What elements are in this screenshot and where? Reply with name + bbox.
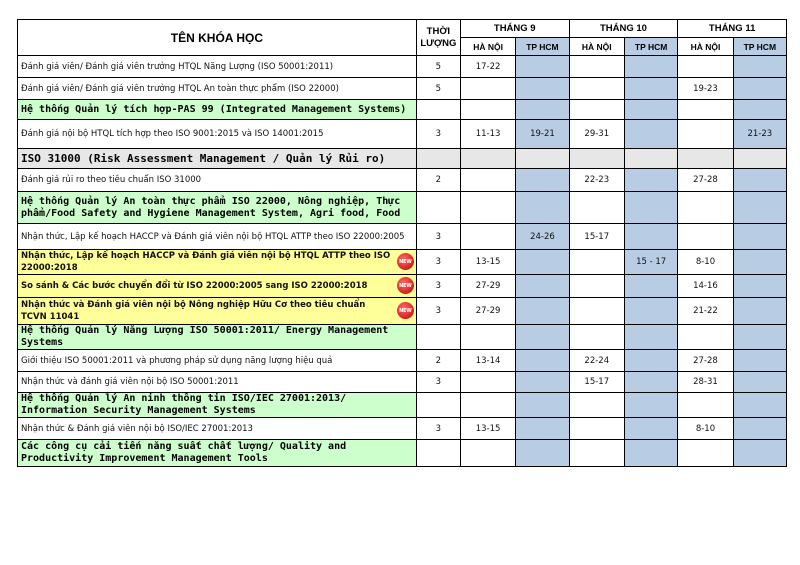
date-cell-hanoi — [678, 325, 733, 350]
date-cell-hcm — [516, 418, 569, 440]
date-cell-hanoi — [569, 192, 624, 224]
date-cell-hanoi — [460, 440, 515, 467]
new-badge-icon: NEW — [397, 277, 414, 294]
duration-header: THỜI LƯỢNG — [416, 20, 460, 56]
section-title: Hệ thống Quản lý An toàn thực phẩm ISO 22000, Nông nghiệp, Thực phẩm/Food Safety and Hygiene Management System, Agri food, Food — [18, 192, 417, 224]
course-name: Giới thiệu ISO 50001:2011 và phương pháp sử dụng năng lượng hiệu quả — [18, 350, 417, 372]
city-header-hcm: TP HCM — [733, 38, 786, 56]
course-name: Nhận thức và Đánh giá viên nội bộ Nông nghiệp Hữu Cơ theo tiêu chuẩn TCVN 11041 NEW — [18, 298, 417, 325]
date-cell-hcm: 21-23 — [733, 120, 786, 149]
new-badge-icon: NEW — [397, 302, 414, 319]
date-cell-hcm — [516, 169, 569, 192]
date-cell-hanoi: 13-15 — [460, 250, 515, 275]
course-name: Nhận thức, Lập kế hoạch HACCP và Đánh giá viên nội bộ HTQL ATTP theo ISO 22000:2018 NEW — [18, 250, 417, 275]
course-row — [18, 169, 787, 192]
date-cell-hanoi — [569, 298, 624, 325]
date-cell-hcm — [733, 275, 786, 298]
date-cell-hcm — [624, 169, 677, 192]
course-name: Đánh giá viên/ Đánh giá viên trưởng HTQL Năng Lượng (ISO 50001:2011) — [18, 56, 417, 78]
course-name: Nhận thức và đánh giá viên nội bộ ISO 50001:2011 — [18, 372, 417, 393]
city-header-hcm: TP HCM — [516, 38, 569, 56]
date-cell-hanoi — [569, 78, 624, 100]
date-cell-hanoi: 22-24 — [569, 350, 624, 372]
course-row — [18, 275, 787, 298]
date-cell-hcm — [624, 350, 677, 372]
duration-cell — [416, 149, 460, 169]
date-cell-hcm — [733, 418, 786, 440]
duration-cell: 3 — [416, 275, 460, 298]
course-name: So sánh & Các bước chuyển đổi từ ISO 22000:2005 sang ISO 22000:2018 NEW — [18, 275, 417, 298]
date-cell-hanoi: 15-17 — [569, 372, 624, 393]
course-row — [18, 418, 787, 440]
date-cell-hanoi — [460, 224, 515, 250]
date-cell-hcm — [624, 275, 677, 298]
section-row — [18, 100, 787, 120]
course-row — [18, 120, 787, 149]
date-cell-hcm — [624, 418, 677, 440]
date-cell-hcm — [624, 149, 677, 169]
date-cell-hcm: 19-21 — [516, 120, 569, 149]
date-cell-hcm — [733, 372, 786, 393]
course-row — [18, 298, 787, 325]
date-cell-hanoi: 14-16 — [678, 275, 733, 298]
duration-cell: 3 — [416, 372, 460, 393]
date-cell-hanoi — [460, 372, 515, 393]
date-cell-hanoi — [460, 149, 515, 169]
date-cell-hanoi: 27-28 — [678, 169, 733, 192]
date-cell-hcm — [516, 78, 569, 100]
date-cell-hanoi: 13-14 — [460, 350, 515, 372]
date-cell-hanoi — [678, 149, 733, 169]
course-row — [18, 372, 787, 393]
date-cell-hanoi — [569, 149, 624, 169]
course-name: Đánh giá nội bộ HTQL tích hợp theo ISO 9001:2015 và ISO 14001:2015 — [18, 120, 417, 149]
date-cell-hanoi: 19-23 — [678, 78, 733, 100]
date-cell-hcm — [624, 325, 677, 350]
course-row — [18, 56, 787, 78]
city-header-hanoi: HÀ NỘI — [569, 38, 624, 56]
date-cell-hcm — [516, 440, 569, 467]
date-cell-hcm — [624, 78, 677, 100]
course-name: Nhận thức, Lập kế hoạch HACCP và Đánh giá viên nội bộ HTQL ATTP theo ISO 22000:2005 — [18, 224, 417, 250]
date-cell-hanoi: 11-13 — [460, 120, 515, 149]
date-cell-hcm — [624, 298, 677, 325]
date-cell-hanoi — [460, 78, 515, 100]
date-cell-hcm — [624, 120, 677, 149]
date-cell-hcm — [733, 325, 786, 350]
date-cell-hcm — [733, 298, 786, 325]
duration-cell: 3 — [416, 224, 460, 250]
duration-cell: 3 — [416, 250, 460, 275]
date-cell-hcm — [624, 192, 677, 224]
duration-cell — [416, 192, 460, 224]
date-cell-hanoi: 21-22 — [678, 298, 733, 325]
city-header-hanoi: HÀ NỘI — [678, 38, 733, 56]
date-cell-hcm — [733, 192, 786, 224]
date-cell-hcm — [516, 325, 569, 350]
date-cell-hcm — [733, 250, 786, 275]
date-cell-hanoi: 17-22 — [460, 56, 515, 78]
date-cell-hcm — [733, 350, 786, 372]
date-cell-hanoi — [678, 393, 733, 418]
section-row — [18, 325, 787, 350]
course-name: Đánh giá viên/ Đánh giá viên trưởng HTQL An toàn thực phẩm (ISO 22000) — [18, 78, 417, 100]
date-cell-hcm — [516, 250, 569, 275]
course-row — [18, 224, 787, 250]
new-badge-icon: NEW — [397, 253, 414, 270]
course-row — [18, 78, 787, 100]
section-row — [18, 440, 787, 467]
date-cell-hanoi: 8-10 — [678, 418, 733, 440]
duration-cell: 3 — [416, 298, 460, 325]
date-cell-hcm — [516, 192, 569, 224]
course-name: Nhận thức & Đánh giá viên nội bộ ISO/IEC 27001:2013 — [18, 418, 417, 440]
date-cell-hcm: 24-26 — [516, 224, 569, 250]
date-cell-hanoi: 13-15 — [460, 418, 515, 440]
date-cell-hcm — [733, 224, 786, 250]
date-cell-hcm — [733, 393, 786, 418]
date-cell-hcm — [624, 100, 677, 120]
city-header-hanoi: HÀ NỘI — [460, 38, 515, 56]
course-row — [18, 250, 787, 275]
date-cell-hanoi — [678, 100, 733, 120]
date-cell-hcm — [516, 393, 569, 418]
date-cell-hanoi: 15-17 — [569, 224, 624, 250]
schedule-table — [17, 19, 787, 467]
duration-cell: 3 — [416, 120, 460, 149]
date-cell-hcm — [733, 169, 786, 192]
date-cell-hcm — [624, 224, 677, 250]
section-row — [18, 192, 787, 224]
section-title: Hệ thống Quản lý An ninh thông tin ISO/IEC 27001:2013/ Information Security Management Systems — [18, 393, 417, 418]
date-cell-hcm — [733, 440, 786, 467]
date-cell-hcm — [516, 350, 569, 372]
date-cell-hanoi — [569, 275, 624, 298]
section-title: ISO 31000 (Risk Assessment Management / Quản lý Rủi ro) — [18, 149, 417, 169]
duration-cell — [416, 393, 460, 418]
date-cell-hanoi — [569, 418, 624, 440]
date-cell-hanoi: 8-10 — [678, 250, 733, 275]
date-cell-hanoi — [460, 393, 515, 418]
date-cell-hcm: 15 - 17 — [624, 250, 677, 275]
date-cell-hcm — [733, 78, 786, 100]
date-cell-hcm — [733, 100, 786, 120]
date-cell-hanoi — [678, 440, 733, 467]
section-title: Hệ thống Quản lý tích hợp-PAS 99 (Integrated Management Systems) — [18, 100, 417, 120]
date-cell-hcm — [624, 372, 677, 393]
date-cell-hanoi: 22-23 — [569, 169, 624, 192]
duration-cell — [416, 100, 460, 120]
course-title-header: TÊN KHÓA HỌC — [18, 20, 417, 56]
date-cell-hanoi — [569, 56, 624, 78]
date-cell-hanoi — [569, 250, 624, 275]
date-cell-hcm — [624, 56, 677, 78]
section-row — [18, 149, 787, 169]
date-cell-hanoi: 29-31 — [569, 120, 624, 149]
date-cell-hanoi: 27-29 — [460, 275, 515, 298]
date-cell-hcm — [516, 275, 569, 298]
date-cell-hanoi — [569, 440, 624, 467]
duration-cell: 2 — [416, 169, 460, 192]
date-cell-hcm — [516, 100, 569, 120]
section-title: Các công cụ cải tiến năng suất chất lượng/ Quality and Productivity Improvement Management Tools — [18, 440, 417, 467]
course-name: Đánh giá rủi ro theo tiêu chuẩn ISO 31000 — [18, 169, 417, 192]
date-cell-hanoi — [569, 325, 624, 350]
date-cell-hanoi — [460, 169, 515, 192]
date-cell-hanoi — [569, 393, 624, 418]
date-cell-hanoi — [678, 192, 733, 224]
duration-cell: 3 — [416, 418, 460, 440]
month-header: THÁNG 9 — [460, 20, 569, 38]
course-row — [18, 350, 787, 372]
duration-cell: 5 — [416, 56, 460, 78]
duration-cell — [416, 325, 460, 350]
section-row — [18, 393, 787, 418]
date-cell-hcm — [624, 393, 677, 418]
date-cell-hcm — [733, 149, 786, 169]
month-header: THÁNG 10 — [569, 20, 678, 38]
date-cell-hanoi — [460, 325, 515, 350]
date-cell-hanoi — [678, 56, 733, 78]
training-schedule — [17, 19, 787, 467]
date-cell-hcm — [516, 372, 569, 393]
duration-cell: 5 — [416, 78, 460, 100]
duration-cell — [416, 440, 460, 467]
date-cell-hanoi — [460, 100, 515, 120]
city-header-hcm: TP HCM — [624, 38, 677, 56]
date-cell-hanoi — [569, 100, 624, 120]
section-title: Hệ thống Quản lý Năng Lượng ISO 50001:2011/ Energy Management Systems — [18, 325, 417, 350]
month-header: THÁNG 11 — [678, 20, 787, 38]
date-cell-hanoi — [460, 192, 515, 224]
date-cell-hcm — [516, 56, 569, 78]
duration-cell: 2 — [416, 350, 460, 372]
date-cell-hcm — [516, 298, 569, 325]
date-cell-hcm — [516, 149, 569, 169]
date-cell-hcm — [624, 440, 677, 467]
date-cell-hanoi: 27-29 — [460, 298, 515, 325]
date-cell-hanoi: 27-28 — [678, 350, 733, 372]
date-cell-hanoi — [678, 224, 733, 250]
date-cell-hanoi — [678, 120, 733, 149]
schedule-body — [18, 56, 787, 467]
date-cell-hcm — [733, 56, 786, 78]
date-cell-hanoi: 28-31 — [678, 372, 733, 393]
